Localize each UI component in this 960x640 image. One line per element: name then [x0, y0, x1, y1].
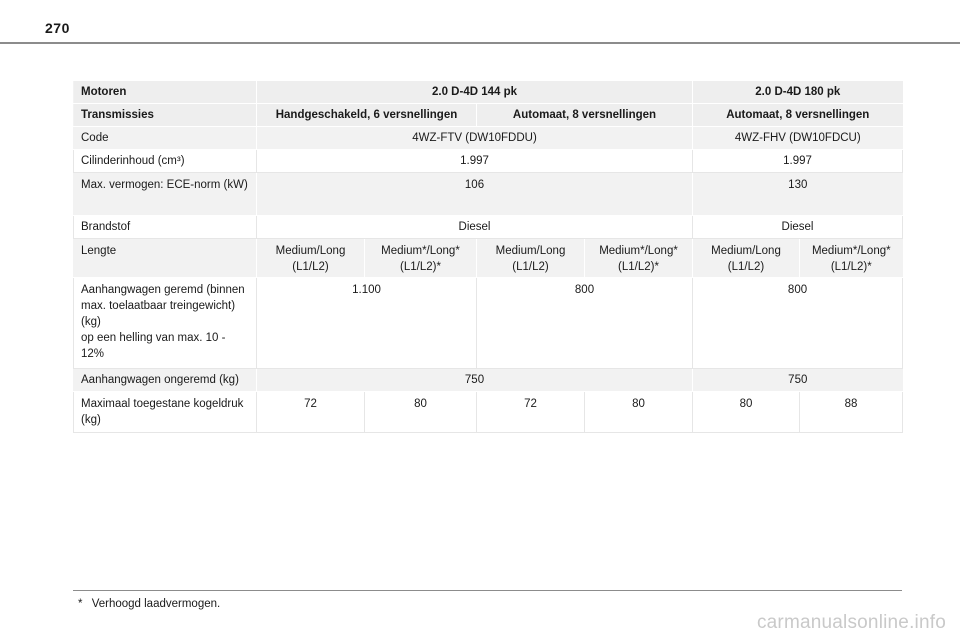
unbraked-trailer-144: 750: [257, 369, 693, 392]
max-power-180: 130: [693, 173, 903, 216]
braked-trailer-label-line2: op een helling van max. 10 - 12%: [81, 332, 226, 360]
length-cell: Medium*/Long* (L1/L2)*: [585, 239, 693, 278]
engines-row: [74, 81, 903, 104]
fuel-label: Brandstof: [74, 216, 257, 239]
footnote-divider: [73, 590, 902, 591]
transmissions-label: Transmissies: [74, 104, 257, 127]
fuel-row: [74, 216, 903, 239]
max-power-144: 106: [257, 173, 693, 216]
nose-weight-cell: 80: [365, 392, 477, 433]
length-cell: Medium/Long (L1/L2): [693, 239, 800, 278]
length-cell: Medium*/Long* (L1/L2)*: [365, 239, 477, 278]
code-180: 4WZ-FHV (DW10FDCU): [693, 127, 903, 150]
braked-trailer-label: [74, 278, 257, 369]
braked-trailer-manual: 1.100: [257, 278, 477, 369]
footnote-marker: *: [78, 598, 83, 610]
displacement-label: Cilinderinhoud (cm³): [74, 150, 257, 173]
watermark: carmanualsonline.info: [756, 612, 946, 633]
length-cell: Medium*/Long* (L1/L2)*: [800, 239, 903, 278]
length-row: [74, 239, 903, 278]
code-row: [74, 127, 903, 150]
specifications-table: [73, 81, 903, 433]
displacement-row: [74, 150, 903, 173]
fuel-144: Diesel: [257, 216, 693, 239]
transmission-auto-8-180: Automaat, 8 versnellingen: [693, 104, 903, 127]
max-power-label: Max. vermogen: ECE-norm (kW): [74, 173, 257, 216]
engine-180-header: 2.0 D-4D 180 pk: [693, 81, 903, 104]
fuel-180: Diesel: [693, 216, 903, 239]
transmission-auto-8-144: Automaat, 8 versnellingen: [477, 104, 693, 127]
nose-weight-cell: 80: [585, 392, 693, 433]
code-label: Code: [74, 127, 257, 150]
braked-trailer-row: [74, 278, 903, 369]
braked-trailer-label-line1: Aanhangwagen geremd (binnen max. toelaatbaar treingewicht) (kg): [81, 284, 245, 328]
footnote: [78, 598, 220, 610]
length-cell: Medium/Long (L1/L2): [257, 239, 365, 278]
braked-trailer-auto-144: 800: [477, 278, 693, 369]
nose-weight-cell: 88: [800, 392, 903, 433]
nose-weight-cell: 80: [693, 392, 800, 433]
page-number: 270: [45, 20, 70, 36]
footnote-text: Verhoogd laadvermogen.: [91, 598, 221, 610]
length-cell: Medium/Long (L1/L2): [477, 239, 585, 278]
unbraked-trailer-label: Aanhangwagen ongeremd (kg): [74, 369, 257, 392]
code-144: 4WZ-FTV (DW10FDDU): [257, 127, 693, 150]
engine-144-header: 2.0 D-4D 144 pk: [257, 81, 693, 104]
nose-weight-label: Maximaal toegestane kogeldruk (kg): [74, 392, 257, 433]
nose-weight-cell: 72: [477, 392, 585, 433]
max-power-row: [74, 173, 903, 216]
nose-weight-cell: 72: [257, 392, 365, 433]
braked-trailer-auto-180: 800: [693, 278, 903, 369]
unbraked-trailer-row: [74, 369, 903, 392]
engines-label: Motoren: [74, 81, 257, 104]
displacement-144: 1.997: [257, 150, 693, 173]
top-divider: [0, 42, 960, 44]
nose-weight-row: [74, 392, 903, 433]
displacement-180: 1.997: [693, 150, 903, 173]
transmissions-row: [74, 104, 903, 127]
transmission-manual-6: Handgeschakeld, 6 versnellingen: [257, 104, 477, 127]
unbraked-trailer-180: 750: [693, 369, 903, 392]
length-label: Lengte: [74, 239, 257, 278]
